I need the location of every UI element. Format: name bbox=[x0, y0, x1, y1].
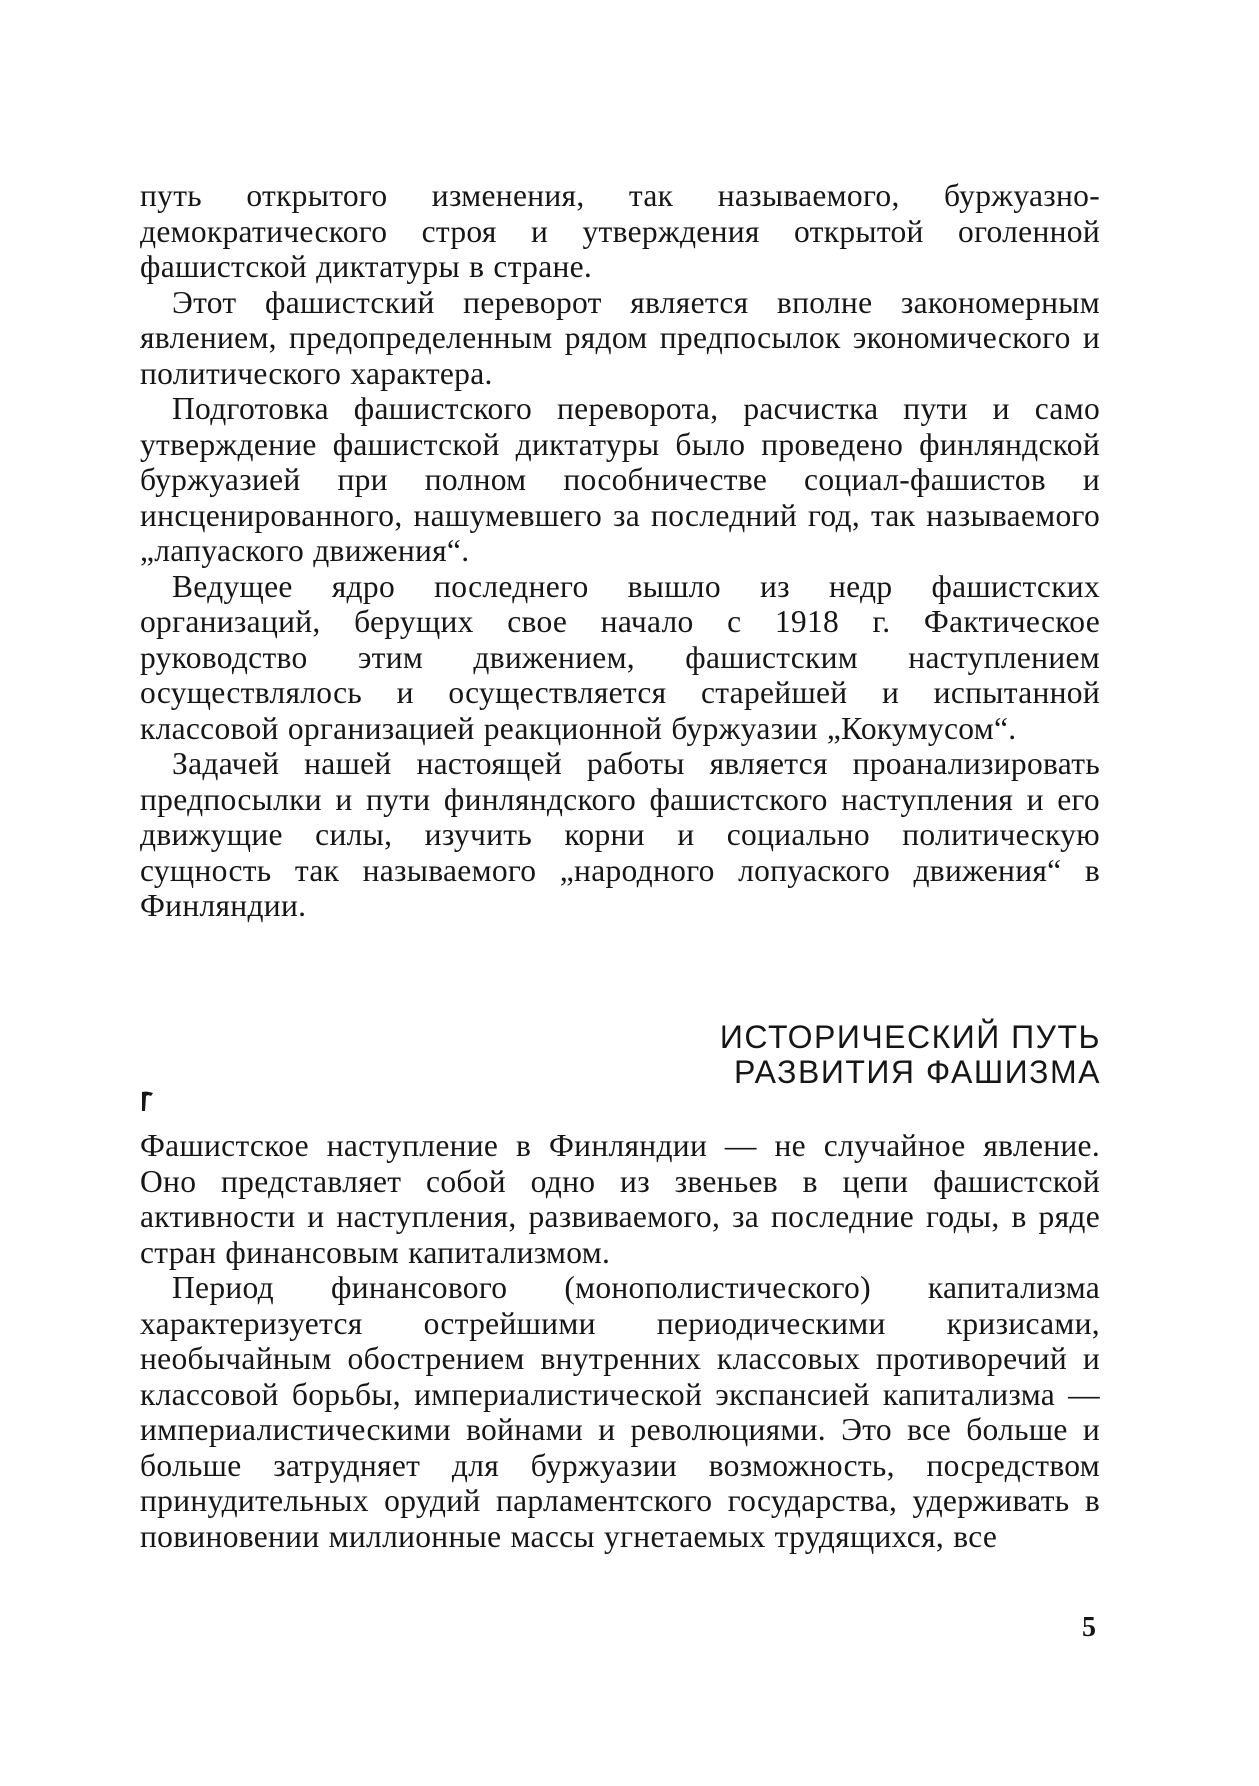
paragraph: Ведущее ядро последнего вышло из недр фашистских организаций, берущих свое начало с 1918 г. Фактическое руководство этим движением, фашистским наступлением осуществлялось и осуществляется старейшей и испытанной классовой организацией реакционной буржуазии „Кокумусом“. bbox=[140, 568, 1100, 746]
section-heading bbox=[720, 1020, 1101, 1090]
section-heading-line-1: ИСТОРИЧЕСКИЙ ПУТЬ bbox=[719, 1019, 1101, 1055]
print-mark bbox=[140, 1090, 154, 1112]
paragraph: Задачей нашей настоящей работы является проанализировать предпосылки и пути финляндского фашистского наступления и его движущие силы, изучить корни и социально политическую сущность так называемого „народного лопуаского движения“ в Финляндии. bbox=[140, 746, 1100, 923]
paragraph: Этот фашистский переворот является вполне закономерным явлением, предопределенным рядом предпосылок экономического и политического характера. bbox=[140, 284, 1100, 391]
intro-text bbox=[140, 178, 1100, 924]
section-text bbox=[140, 1128, 1100, 1554]
section-heading-line-2: РАЗВИТИЯ ФАШИЗМА bbox=[733, 1054, 1101, 1090]
paragraph: Период финансового (монополистического) капитализма характеризуется острейшими периодическими кризисами, необычайным обострением внутренних классовых противоречий и классовой борьбы, империалистической экспансией капитализма — империалистическими войнами и революциями. Это все больше и больше затрудняет для буржуазии возможность, посредством принудительных орудий парламентского государства, удерживать в повиновении миллионные массы угнетаемых трудящихся, все bbox=[140, 1270, 1100, 1554]
paragraph-continuation: путь открытого изменения, так называемого, буржуазно-демократического строя и утверждения открытой оголенной фашистской диктатуры в стране. bbox=[140, 178, 1100, 284]
paragraph: Подготовка фашистского переворота, расчистка пути и само утверждение фашистской диктатуры было проведено финляндской буржуазией при полном пособничестве социал-фашистов и инсценированного, нашумевшего за последний год, так называемого „лапуаского движения“. bbox=[140, 391, 1100, 568]
paragraph: Фашистское наступление в Финляндии — не случайное явление. Оно представляет собой одно из звеньев в цепи фашистской активности и наступления, развиваемого, за последние годы, в ряде стран финансовым капитализмом. bbox=[140, 1128, 1100, 1270]
page-number: 5 bbox=[1082, 1612, 1096, 1643]
